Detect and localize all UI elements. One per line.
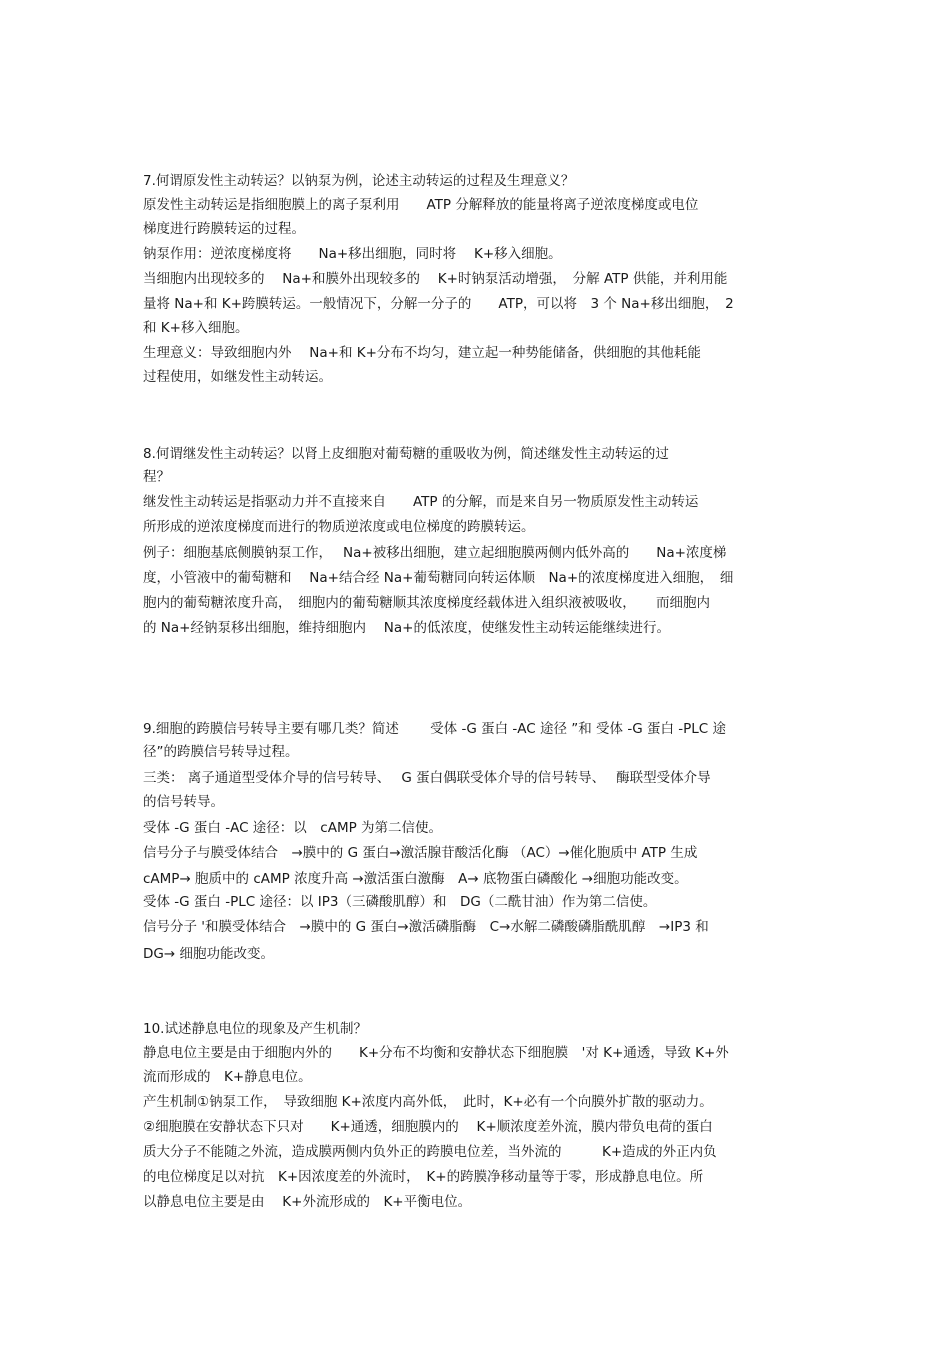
paragraph-line: 生理意义：导致细胞内外 Na+和 K+分布不均匀，建立起一种势能储备，供细胞的其他耗能 xyxy=(143,345,701,361)
paragraph-line: cAMP→ 胞质中的 cAMP 浓度升高 →激活蛋白激酶 A→ 底物蛋白磷酸化 →细胞功能改变。 xyxy=(143,871,688,887)
paragraph-line: 胞内的葡萄糖浓度升高， 细胞内的葡萄糖顺其浓度梯度经载体进入组织液被吸收， 而细胞内 xyxy=(143,595,710,611)
paragraph-line: 质大分子不能随之外流，造成膜两侧内负外正的跨膜电位差，当外流的 K+造成的外正内负 xyxy=(143,1144,717,1160)
paragraph-line: 和 K+移入细胞。 xyxy=(143,320,249,336)
paragraph-line: 钠泵作用：逆浓度梯度将 Na+移出细胞，同时将 K+移入细胞。 xyxy=(143,246,562,262)
paragraph-line: 过程使用，如继发性主动转运。 xyxy=(143,369,332,385)
paragraph-line: 静息电位主要是由于细胞内外的 K+分布不均衡和安静状态下细胞膜 '对 K+通透，导致 K+外 xyxy=(143,1045,729,1061)
question-8-title: 8.何谓继发性主动转运？以肾上皮细胞对葡萄糖的重吸收为例，简述继发性主动转运的过 xyxy=(143,446,669,462)
paragraph-line: 梯度进行跨膜转运的过程。 xyxy=(143,221,305,237)
paragraph-line: 当细胞内出现较多的 Na+和膜外出现较多的 K+时钠泵活动增强， 分解 ATP 供能，并利用能 xyxy=(143,271,728,287)
paragraph-line: ②细胞膜在安静状态下只对 K+通透，细胞膜内的 K+顺浓度差外流，膜内带负电荷的蛋白 xyxy=(143,1119,713,1135)
paragraph-line: 的电位梯度足以对抗 K+因浓度差的外流时， K+的跨膜净移动量等于零，形成静息电位。所 xyxy=(143,1169,704,1185)
paragraph-line: 原发性主动转运是指细胞膜上的离子泵利用 ATP 分解释放的能量将离子逆浓度梯度或电位 xyxy=(143,197,699,213)
paragraph-line: 信号分子与膜受体结合 →膜中的 G 蛋白→激活腺苷酸活化酶 （AC）→催化胞质中 ATP 生成 xyxy=(143,845,698,861)
question-7-title: 7.何谓原发性主动转运？以钠泵为例，论述主动转运的过程及生理意义？ xyxy=(143,173,575,189)
question-9-title-cont: 径”的跨膜信号转导过程。 xyxy=(143,744,299,760)
paragraph-line: 的 Na+经钠泵移出细胞，维持细胞内 Na+的低浓度，使继发性主动转运能继续进行。 xyxy=(143,620,670,636)
paragraph-line: 例子：细胞基底侧膜钠泵工作， Na+被移出细胞，建立起细胞膜两侧内低外高的 Na+浓度梯 xyxy=(143,545,727,561)
paragraph-line: 量将 Na+和 K+跨膜转运。一般情况下，分解一分子的 ATP，可以将 3 个 Na+移出细胞， 2 xyxy=(143,296,734,312)
question-8-title-cont: 程？ xyxy=(143,469,170,485)
paragraph-line: 受体 -G 蛋白 -AC 途径：以 cAMP 为第二信使。 xyxy=(143,820,443,836)
question-9-title: 9.细胞的跨膜信号转导主要有哪几类？简述 受体 -G 蛋白 -AC 途径 ”和 受体 -G 蛋白 -PLC 途 xyxy=(143,721,726,737)
paragraph-line: 度，小管液中的葡萄糖和 Na+结合经 Na+葡萄糖同向转运体顺 Na+的浓度梯度进入细胞， 细 xyxy=(143,570,734,586)
paragraph-line: 三类： 离子通道型受体介导的信号转导、 G 蛋白偶联受体介导的信号转导、 酶联型受体介导 xyxy=(143,770,711,786)
question-10-title: 10.试述静息电位的现象及产生机制？ xyxy=(143,1021,367,1037)
paragraph-line: 产生机制①钠泵工作， 导致细胞 K+浓度内高外低， 此时，K+必有一个向膜外扩散的驱动力。 xyxy=(143,1094,713,1110)
paragraph-line: 受体 -G 蛋白 -PLC 途径：以 IP3（三磷酸肌醇）和 DG（二酰甘油）作为第二信使。 xyxy=(143,894,657,910)
paragraph-line: 的信号转导。 xyxy=(143,794,224,810)
paragraph-line: DG→ 细胞功能改变。 xyxy=(143,946,274,962)
paragraph-line: 以静息电位主要是由 K+外流形成的 K+平衡电位。 xyxy=(143,1194,472,1210)
paragraph-line: 所形成的逆浓度梯度而进行的物质逆浓度或电位梯度的跨膜转运。 xyxy=(143,519,535,535)
paragraph-line: 流而形成的 K+静息电位。 xyxy=(143,1069,312,1085)
paragraph-line: 信号分子 '和膜受体结合 →膜中的 G 蛋白→激活磷脂酶 C→水解二磷酸磷脂酰肌醇 →IP3 和 xyxy=(143,919,709,935)
paragraph-line: 继发性主动转运是指驱动力并不直接来自 ATP 的分解，而是来自另一物质原发性主动转运 xyxy=(143,494,699,510)
